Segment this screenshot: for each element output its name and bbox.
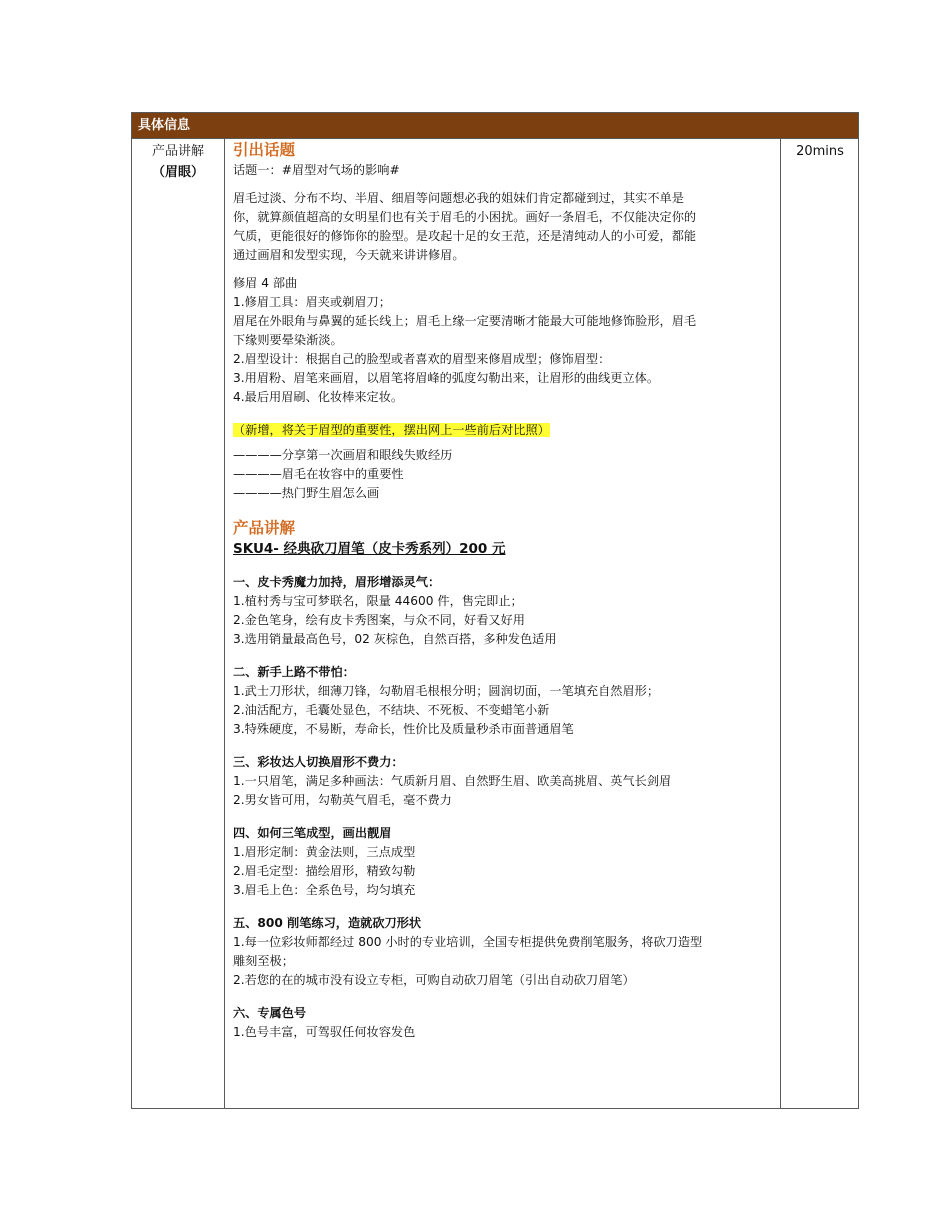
section-title: 三、彩妆达人切换眉形不费力：: [233, 755, 404, 769]
section-title: 五、800 削笔练习，造就砍刀形状: [233, 916, 422, 930]
topic-line: 话题一：#眉型对气场的影响#: [233, 163, 400, 177]
dash-item: ————眉毛在妆容中的重要性: [233, 467, 404, 481]
section-title: 一、皮卡秀魔力加持，眉形增添灵气：: [233, 575, 441, 589]
paragraph-line: 你，就算颜值超高的女明星们也有关于眉毛的小困扰。画好一条眉毛，不仅能决定你的: [233, 210, 697, 224]
section-item: 3.眉毛上色：全系色号，均匀填充: [233, 883, 416, 897]
product-heading: 产品讲解: [233, 519, 296, 537]
step-line: 3.用眉粉、眉笔来画眉，以眉笔将眉峰的弧度勾勒出来，让眉形的曲线更立体。: [233, 371, 660, 385]
paragraph-line: 眉毛过淡、分布不均、半眉、细眉等问题想必我的姐妹们肯定都碰到过，其实不单是: [233, 191, 684, 205]
step-line: 眉尾在外眼角与鼻翼的延长线上；眉毛上缘一定要清晰才能最大可能地修饰脸形，眉毛: [233, 314, 697, 328]
steps-title: 修眉 4 部曲: [233, 276, 298, 290]
section-item: 2.眉毛定型：描绘眉形，精致勾勒: [233, 864, 416, 878]
product-section: [233, 824, 773, 900]
info-table: [131, 112, 859, 1109]
product-section: [233, 663, 773, 739]
intro-paragraph: [233, 189, 773, 265]
section-item: 雕刻至极；: [233, 954, 294, 968]
section-item: 1.眉形定制：黄金法则，三点成型: [233, 845, 416, 859]
section-title: 二、新手上路不带怕：: [233, 665, 355, 679]
section-item: 1.植村秀与宝可梦联名，限量 44600 件，售完即止；: [233, 594, 523, 608]
sku-title: SKU4- 经典砍刀眉笔（皮卡秀系列）200 元: [233, 541, 506, 557]
paragraph-line: 通过画眉和发型实现，今天就来讲讲修眉。: [233, 248, 465, 262]
step-line: 2.眉型设计：根据自己的脸型或者喜欢的眉型来修眉成型；修饰眉型：: [233, 352, 611, 366]
section-item: 2.男女皆可用，勾勒英气眉毛，毫不费力: [233, 793, 452, 807]
column-divider: [224, 139, 225, 1108]
step-line: 4.最后用眉刷、化妆棒来定妆。: [233, 390, 404, 404]
category-label: 产品讲解: [151, 144, 204, 159]
highlighted-note: （新增，将关于眉型的重要性，摆出网上一些前后对比照）: [233, 423, 550, 437]
duration-cell: 20mins: [796, 144, 844, 159]
section-item: 3.特殊硬度，不易断，寿命长，性价比及质量秒杀市面普通眉笔: [233, 722, 574, 736]
section-item: 1.一只眉笔，满足多种画法：气质新月眉、自然野生眉、欧美高挑眉、英气长剑眉: [233, 774, 672, 788]
section-item: 1.色号丰富，可驾驭任何妆容发色: [233, 1025, 416, 1039]
content-cell: [233, 139, 773, 1042]
section-item: 3.选用销量最高色号，02 灰棕色，自然百搭，多种发色适用: [233, 632, 557, 646]
paragraph-line: 气质，更能很好的修饰你的脸型。是攻起十足的女王范，还是清纯动人的小可爱，都能: [233, 229, 697, 243]
intro-heading: 引出话题: [233, 141, 296, 159]
category-cell: [132, 139, 224, 183]
dash-list: [233, 446, 773, 503]
product-section: [233, 914, 773, 990]
dash-item: ————分享第一次画眉和眼线失败经历: [233, 448, 453, 462]
category-sub-label: （眉眼）: [151, 165, 204, 180]
section-item: 1.每一位彩妆师都经过 800 小时的专业培训，全国专柜提供免费削笔服务，将砍刀造型: [233, 935, 703, 949]
section-title: 四、如何三笔成型，画出靓眉: [233, 826, 392, 840]
section-item: 2.金色笔身，绘有皮卡秀图案，与众不同，好看又好用: [233, 613, 525, 627]
product-section: [233, 573, 773, 649]
section-item: 2.若您的在的城市没有设立专柜，可购自动砍刀眉笔（引出自动砍刀眉笔）: [233, 973, 635, 987]
section-item: 2.油活配方，毛囊处显色，不结块、不死板、不变蜡笔小新: [233, 703, 550, 717]
column-divider: [780, 139, 781, 1108]
product-section: [233, 1004, 773, 1042]
section-item: 1.武士刀形状，细薄刀锋，勾勒眉毛根根分明；圆润切面，一笔填充自然眉形；: [233, 684, 660, 698]
section-title: 六、专属色号: [233, 1006, 307, 1020]
steps-list: [233, 293, 773, 407]
product-section: [233, 753, 773, 810]
table-header: 具体信息: [132, 113, 858, 139]
dash-item: ————热门野生眉怎么画: [233, 486, 380, 500]
step-line: 1.修眉工具：眉夹或剃眉刀；: [233, 295, 391, 309]
step-line: 下缘则要晕染渐淡。: [233, 333, 343, 347]
